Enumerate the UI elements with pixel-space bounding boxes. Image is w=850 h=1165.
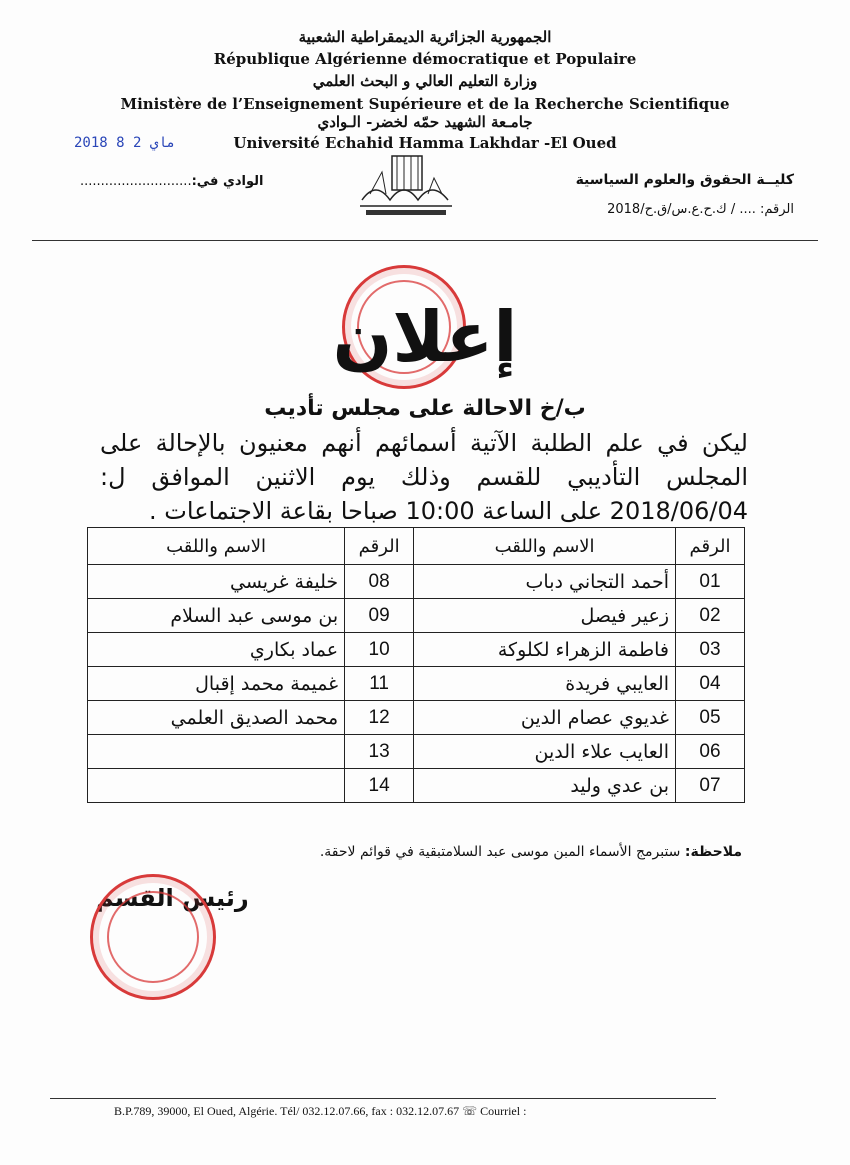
signature-title: رئيس القسم [96, 884, 249, 912]
row-num-1: 01 [676, 565, 745, 599]
header-name-2: الاسم واللقب [88, 528, 345, 565]
row-name-2: خليفة غريسي [88, 565, 345, 599]
row-num-1: 06 [676, 735, 745, 769]
faculty-name: كليــة الحقوق والعلوم السياسية [575, 172, 794, 188]
header-num-1: الرقم [676, 528, 745, 565]
note-text: ستبرمج الأسماء المبن موسى عبد السلامتبقية في قوائم لاحقة. [319, 844, 685, 860]
row-name-2: عماد بكاري [88, 633, 345, 667]
row-num-2: 12 [345, 701, 414, 735]
row-num-1: 05 [676, 701, 745, 735]
footer-divider [50, 1098, 716, 1099]
table-row [88, 599, 745, 633]
row-num-1: 04 [676, 667, 745, 701]
row-num-1: 07 [676, 769, 745, 803]
table-row [88, 735, 745, 769]
note [320, 844, 742, 860]
header-num-2: الرقم [345, 528, 414, 565]
students-table [87, 527, 745, 803]
note-label: ملاحظة: [684, 844, 742, 860]
table-row [88, 565, 745, 599]
row-name-2: غميمة محمد إقبال [88, 667, 345, 701]
header-fr-ministry: Ministère de l’Enseignement Supérieure et de la Recherche Scientifique [120, 95, 730, 113]
row-num-2: 10 [345, 633, 414, 667]
header-fr-republic: République Algérienne démocratique et Populaire [213, 50, 637, 68]
header-ar-republic: الجمهورية الجزائرية الديمقراطية الشعبية [298, 28, 552, 46]
header-name-1: الاسم واللقب [414, 528, 676, 565]
row-name-2: محمد الصديق العلمي [88, 701, 345, 735]
university-logo [352, 150, 460, 218]
row-num-2: 09 [345, 599, 414, 633]
row-name-1: العايب علاء الدين [414, 735, 676, 769]
announcement-title: إعلان [332, 296, 518, 378]
row-name-1: العايبي فريدة [414, 667, 676, 701]
handwritten-date: 2018 ماي 2 8 [74, 135, 176, 151]
department-stamp [90, 874, 216, 1000]
row-num-1: 02 [676, 599, 745, 633]
row-num-2: 08 [345, 565, 414, 599]
reference-number: الرقم: .... / ك.ح.ع.س/ق.ح/2018 [607, 202, 794, 217]
row-name-2 [88, 735, 345, 769]
city-date-dots: ........................... [80, 174, 192, 189]
table-row [88, 667, 745, 701]
row-name-1: غديوي عصام الدين [414, 701, 676, 735]
row-num-2: 11 [345, 667, 414, 701]
table-header-row [88, 528, 745, 565]
table-row [88, 701, 745, 735]
city-date-label: الوادي في: [191, 174, 264, 189]
row-name-1: بن عدي وليد [414, 769, 676, 803]
header-fr-university: Université Echahid Hamma Lakhdar -El Oued [233, 134, 617, 152]
table-row [88, 633, 745, 667]
header-divider [32, 240, 818, 241]
row-name-2 [88, 769, 345, 803]
row-num-2: 13 [345, 735, 414, 769]
table-row [88, 769, 745, 803]
announcement-subject: ب/خ الاحالة على مجلس تأديب [264, 396, 586, 421]
row-num-2: 14 [345, 769, 414, 803]
row-name-2: بن موسى عبد السلام [88, 599, 345, 633]
header-ar-university: جامـعة الشهيد حمّه لخضر- الـوادي [317, 113, 533, 131]
header-ar-ministry: وزارة التعليم العالي و البحث العلمي [312, 72, 538, 90]
footer-contact: B.P.789, 39000, El Oued, Algérie. Tél/ 032.12.07.66, fax : 032.12.07.67 ☏ Courriel : [114, 1104, 527, 1118]
row-name-1: فاطمة الزهراء لكلوكة [414, 633, 676, 667]
city-date-field [80, 174, 264, 189]
row-num-1: 03 [676, 633, 745, 667]
row-name-1: أحمد التجاني دباب [414, 565, 676, 599]
row-name-1: زعير فيصل [414, 599, 676, 633]
announcement-body: ليكن في علم الطلبة الآتية أسمائهم أنهم معنيون بالإحالة على المجلس التأديبي للقسم وذلك يوم الاثنين الموافق ل: 2018/06/04 على الساعة 10:00 صباحا بقاعة الاجتماعات . [100, 429, 748, 525]
